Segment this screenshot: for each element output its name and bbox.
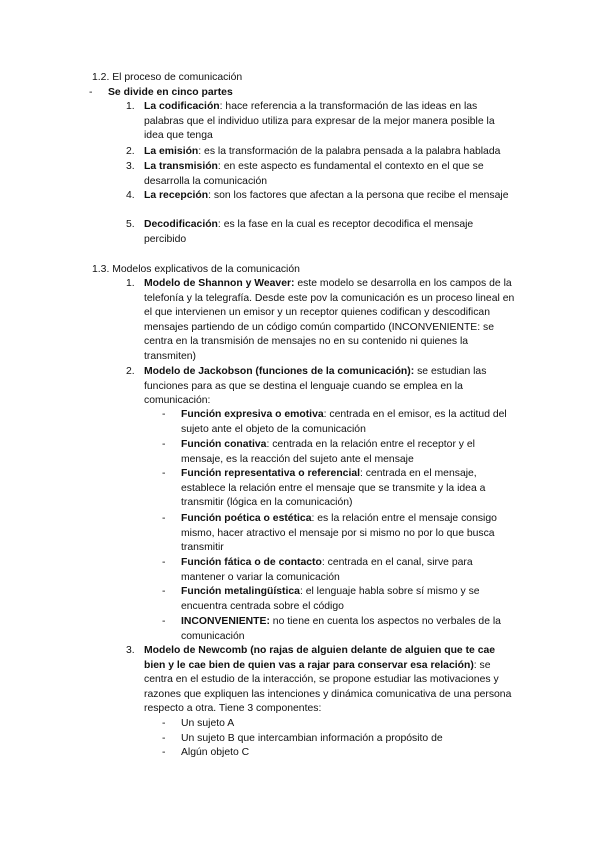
function-text: : centrada en la relación entre el receptor y el mensaje, es la reacción del sujeto ante el mensaje: [181, 439, 475, 465]
list-item: [126, 218, 516, 247]
function-item: [162, 467, 516, 511]
component-item: [162, 717, 516, 732]
component-text: Algún objeto C: [181, 747, 250, 758]
item-number: 2.: [126, 366, 135, 377]
list-bullet: [89, 86, 233, 101]
function-term: INCONVENIENTE:: [181, 616, 270, 627]
item-term: La recepción: [144, 190, 209, 201]
list-item: [126, 100, 516, 144]
dash-marker: -: [162, 586, 166, 597]
function-term: Función conativa: [181, 439, 267, 450]
bullet-text: Se divide en cinco partes: [108, 87, 233, 98]
item-number: 3.: [126, 645, 135, 656]
item-number: 3.: [126, 161, 135, 172]
list-item: [126, 145, 516, 160]
model-item: [126, 277, 516, 365]
function-item: [162, 556, 516, 585]
item-text: : en este aspecto es fundamental el contexto en el que se desarrolla la comunicación: [144, 161, 484, 187]
dash-marker: -: [162, 409, 166, 420]
dash-marker: -: [162, 747, 166, 758]
item-text: : es la transformación de la palabra pensada a la palabra hablada: [198, 146, 501, 157]
item-number: 4.: [126, 190, 135, 201]
function-term: Función poética o estética: [181, 513, 312, 524]
dash-marker: -: [162, 513, 166, 524]
list-item: [126, 189, 516, 204]
item-number: 2.: [126, 146, 135, 157]
dash-marker: -: [89, 87, 93, 98]
dash-marker: -: [162, 616, 166, 627]
item-text: este modelo se desarrolla en los campos de la telefonía y la telegrafía. Desde este pov la comunicación es un proceso lineal en el que intervienen un emisor y un receptor quienes codifican y descodifican mensajes partiendo de un código común compartido (INCONVENIENTE: se centra en la transmisión de mensajes no en su contenido ni quienes la transmiten): [144, 278, 515, 362]
item-number: 5.: [126, 219, 135, 230]
item-text: : se centra en el estudio de la interacción, se propone estudiar las motivaciones y razones que expliquen las intenciones y dinámica comunicativa de una persona respecto a otra. Tiene 3 componentes:: [144, 659, 512, 715]
function-item: [162, 615, 516, 644]
component-text: Un sujeto B que intercambian información a propósito de: [181, 733, 443, 744]
item-text: se estudian las funciones para as que se destina el lenguaje cuando se emplea en la comunicación:: [144, 366, 487, 407]
function-text: : centrada en el canal, sirve para mantener o variar la comunicación: [181, 557, 473, 583]
item-term: La codificación: [144, 101, 220, 112]
component-text: Un sujeto A: [181, 718, 235, 729]
item-term: Modelo de Newcomb (no rajas de alguien delante de alguien que te cae bien y le cae bien de quien vas a rajar para conservar esa relación): [144, 645, 496, 671]
component-item: [162, 746, 516, 761]
item-term: Modelo de Shannon y Weaver:: [144, 278, 295, 289]
function-text: : centrada en el mensaje, establece la relación entre el mensaje que se transmite y la idea a transmitir (lógica en la comunicación): [181, 468, 486, 509]
section-heading: 1.2. El proceso de comunicación: [92, 72, 243, 83]
item-text: : son los factores que afectan a la persona que recibe el mensaje: [208, 190, 509, 201]
function-text: no tiene en cuenta los aspectos no verbales de la comunicación: [181, 616, 501, 642]
item-number: 1.: [126, 278, 135, 289]
item-term: La emisión: [144, 146, 199, 157]
dash-marker: -: [162, 718, 166, 729]
function-item: [162, 408, 516, 437]
function-text: : centrada en el emisor, es la actitud del sujeto ante el objeto de la comunicación: [181, 409, 507, 435]
function-term: Función metalingüística: [181, 586, 300, 597]
function-term: Función representativa o referencial: [181, 468, 361, 479]
model-item: [126, 644, 516, 717]
function-item: [162, 585, 516, 614]
dash-marker: -: [162, 733, 166, 744]
dash-marker: -: [162, 439, 166, 450]
function-text: : el lenguaje habla sobre sí mismo y se encuentra centrada sobre el código: [181, 586, 480, 612]
item-text: : es la fase en la cual es receptor decodifica el mensaje percibido: [144, 219, 474, 245]
item-text: : hace referencia a la transformación de las ideas en las palabras que el individuo utiliza para expresar de la mejor manera posible la idea que tenga: [144, 101, 495, 142]
component-item: [162, 732, 516, 747]
item-term: Decodificación: [144, 219, 218, 230]
function-text: : es la relación entre el mensaje consigo mismo, hacer atractivo el mensaje por si mismo no por lo que busca transmitir: [181, 513, 497, 554]
function-term: Función expresiva o emotiva: [181, 409, 324, 420]
item-term: Modelo de Jackobson (funciones de la comunicación):: [144, 366, 415, 377]
function-item: [162, 438, 516, 467]
function-item: [162, 512, 516, 556]
section-heading: 1.3. Modelos explicativos de la comunicación: [92, 264, 300, 275]
dash-marker: -: [162, 468, 166, 479]
item-number: 1.: [126, 101, 135, 112]
model-item: [126, 365, 516, 409]
function-term: Función fática o de contacto: [181, 557, 322, 568]
item-term: La transmisión: [144, 161, 218, 172]
dash-marker: -: [162, 557, 166, 568]
list-item: [126, 160, 516, 189]
